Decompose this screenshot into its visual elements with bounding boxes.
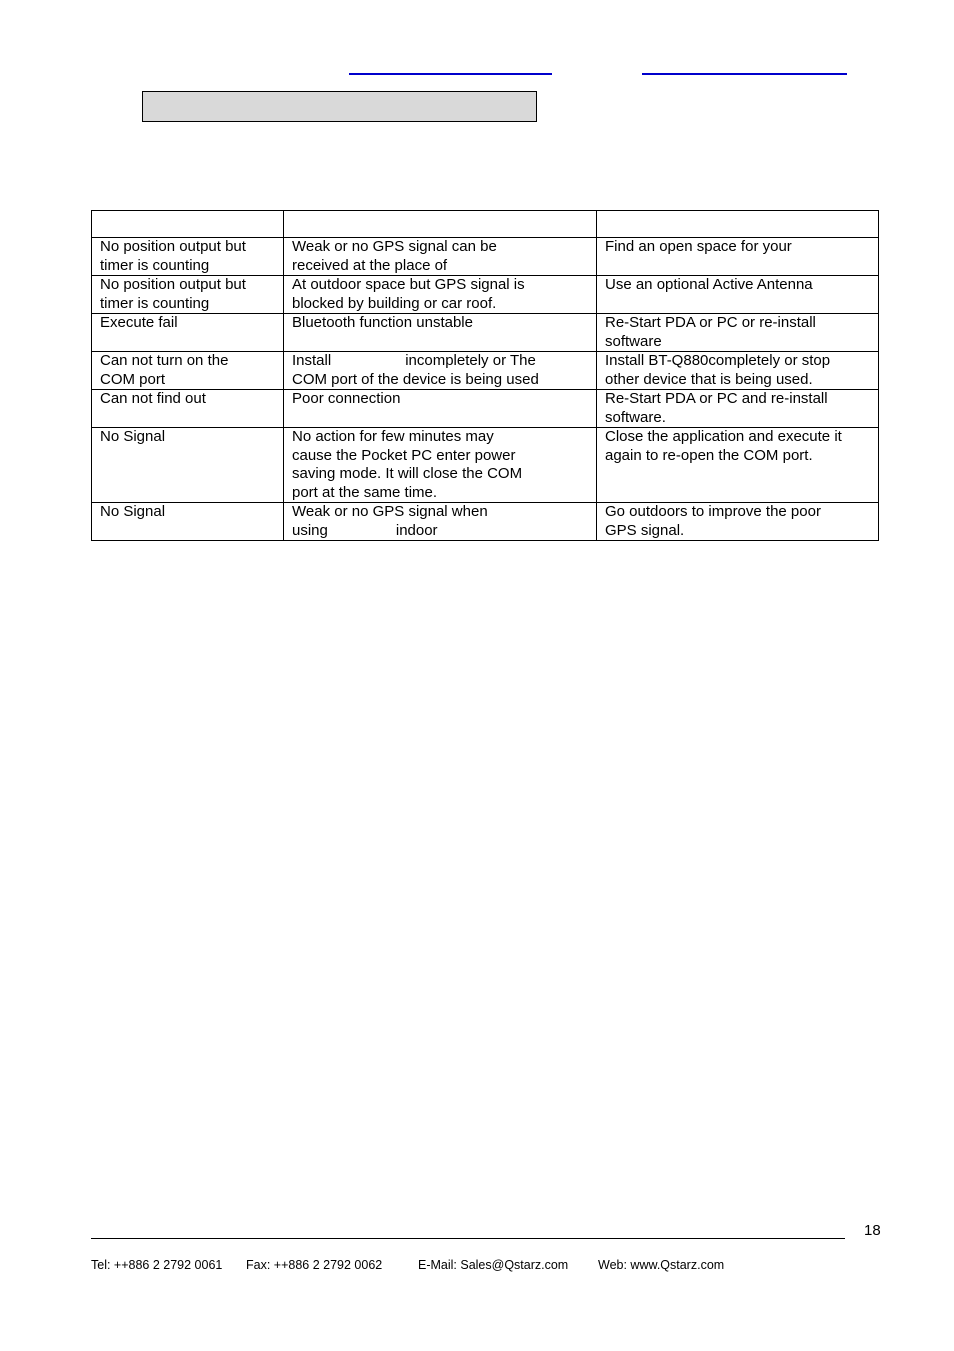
solution-cell: Use an optional Active Antenna	[597, 276, 879, 314]
reason-text-a: Install	[292, 352, 332, 369]
solution-cell: Re-Start PDA or PC or re-install software	[597, 314, 879, 352]
table-row	[92, 390, 879, 428]
solution-cell: Go outdoors to improve the poor GPS signal.	[597, 503, 879, 541]
footer-tel: Tel: ++886 2 2792 0061	[91, 1258, 223, 1272]
solution-cell: Install BT-Q880completely or stop other device that is being used.	[597, 352, 879, 390]
reason-cell: No action for few minutes may cause the Pocket PC enter power saving mode. It will close the COM port at the same time.	[284, 428, 597, 503]
section-heading-box	[142, 91, 537, 122]
header-reason	[284, 211, 597, 238]
reason-cell	[284, 352, 597, 390]
problem-cell: Execute fail	[92, 314, 284, 352]
problem-cell: No Signal	[92, 428, 284, 503]
table-row	[92, 276, 879, 314]
reason-text-b: incompletely or The COM port of the device is being used	[292, 352, 539, 388]
reason-cell: At outdoor space but GPS signal is blocked by building or car roof.	[284, 276, 597, 314]
reason-cell: Bluetooth function unstable	[284, 314, 597, 352]
reason-cell: Weak or no GPS signal can be received at the place of	[284, 238, 597, 276]
table-header-row	[92, 211, 879, 238]
hyperlink-underline-right[interactable]	[642, 73, 847, 75]
problem-cell: No position output but timer is counting	[92, 276, 284, 314]
footer-fax: Fax: ++886 2 2792 0062	[246, 1258, 383, 1272]
footer-web: Web: www.Qstarz.com	[598, 1258, 725, 1272]
problem-cell: No position output but timer is counting	[92, 238, 284, 276]
table-row	[92, 314, 879, 352]
problem-cell: No Signal	[92, 503, 284, 541]
solution-cell: Close the application and execute it again to re-open the COM port.	[597, 428, 879, 503]
problem-cell: Can not find out	[92, 390, 284, 428]
reason-text-b: indoor	[395, 521, 438, 539]
footer-email: E-Mail: Sales@Qstarz.com	[418, 1258, 569, 1272]
header-solution	[597, 211, 879, 238]
table-row	[92, 238, 879, 276]
reason-cell: Poor connection	[284, 390, 597, 428]
hyperlink-underline-left[interactable]	[349, 73, 552, 75]
footer-divider	[91, 1238, 845, 1239]
table-row	[92, 503, 879, 541]
header-problem	[92, 211, 284, 238]
page-number: 18	[864, 1222, 881, 1239]
table-row	[92, 428, 879, 503]
solution-cell: Find an open space for your	[597, 238, 879, 276]
reason-text-a: Weak or no GPS signal when using	[292, 503, 488, 539]
troubleshooting-table	[91, 210, 879, 541]
problem-cell: Can not turn on the COM port	[92, 352, 284, 390]
table-row	[92, 352, 879, 390]
solution-cell: Re-Start PDA or PC and re-install software.	[597, 390, 879, 428]
reason-cell	[284, 503, 597, 541]
